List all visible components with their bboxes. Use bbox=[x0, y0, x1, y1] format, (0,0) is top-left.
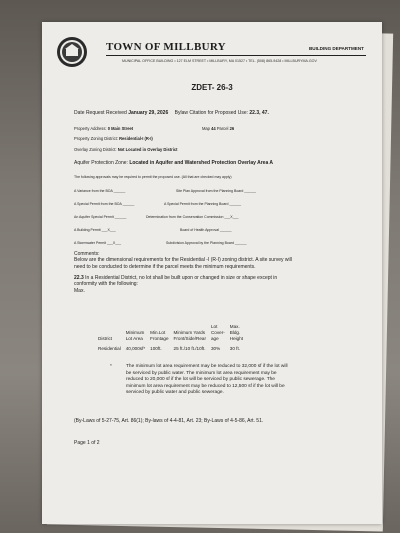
bylaw-label: Bylaw Citation for Proposed Use: bbox=[174, 110, 248, 116]
table-header-cell: Height bbox=[229, 336, 244, 342]
approval-conservation: Determination from the Conservation Commission ___X___ bbox=[146, 215, 239, 219]
overlay-label: Overlay Zoning District: bbox=[74, 147, 117, 152]
rule-text-1: In a Residential District, no lot shall be built upon or changed in size or shape except in bbox=[85, 275, 278, 281]
footnote-line: reduced to 20,000 sf if the lot will be serviced by public sewerage. The bbox=[126, 377, 275, 383]
department-name: BUILDING DEPARTMENT bbox=[308, 46, 364, 51]
table-cell: 40,000sf* bbox=[125, 345, 146, 351]
table-cell: 25 ft./10 ft./10ft. bbox=[173, 345, 206, 351]
aquifer-label: Aquifer Protection Zone: bbox=[74, 160, 128, 166]
zoning-district-line bbox=[74, 136, 153, 141]
comments-line-1: Below are the dimensional requirements for the Residential -I (R-I) zoning district. A site survey will bbox=[74, 257, 292, 264]
footnote-line: serviced by public water and public sewerage. bbox=[126, 390, 224, 396]
table-header-cell: Cover- bbox=[210, 330, 225, 336]
approvals-intro: The following approvals may be required to permit the proposed use. (All that are checked may apply) bbox=[74, 175, 232, 179]
town-name: TOWN OF MILLBURY bbox=[106, 41, 226, 53]
rule-block bbox=[74, 275, 374, 294]
property-address-line bbox=[74, 126, 133, 131]
table-header-cell: Minimum bbox=[125, 330, 145, 336]
aquifer-value: Located in Aquifer and Watershed Protection Overlay Area A bbox=[129, 160, 274, 166]
office-address: MUNICIPAL OFFICE BUILDING • 127 ELM STREET • MILLBURY, MA 01527 • TEL. (508) 865-9428 • MILLBURYMA.GOV bbox=[122, 59, 317, 63]
date-received-label: Date Request Received bbox=[74, 110, 127, 116]
table-header-cell: Lot bbox=[210, 324, 218, 329]
table-header-cell: Lot Area bbox=[125, 336, 143, 342]
property-address-label: Property Address: bbox=[74, 126, 107, 131]
overlay-district-line bbox=[74, 147, 178, 152]
comments-line-2: need to be conducted to determine if the parcel meets the minimum requirements. bbox=[74, 263, 256, 270]
rule-text-2: conformity with the following: bbox=[74, 281, 138, 288]
header-rule bbox=[106, 55, 366, 56]
request-line bbox=[74, 110, 269, 116]
table-header-cell: Minimum Yards bbox=[173, 330, 206, 336]
footnote-line: The minimum lot area requirement may be reduced to 32,000 sf if the lot will bbox=[126, 364, 288, 369]
overlay-value: Not Located in Overlay District bbox=[117, 147, 178, 152]
table-header-cell: Bldg. bbox=[229, 330, 241, 336]
document-page bbox=[42, 22, 382, 524]
document-title: ZDET- 26-3 bbox=[191, 83, 233, 92]
map-label: Map bbox=[202, 126, 210, 131]
parcel-value: 26 bbox=[229, 126, 235, 131]
table-cell: 30% bbox=[210, 345, 221, 351]
table-header-cell: Frontage bbox=[150, 336, 169, 342]
bylaw-history: (By-Laws of 5-27-75, Art. 86(1); By-laws of 4-4-81, Art. 23; By-Laws of 4-5-86, Art. 51. bbox=[74, 418, 264, 424]
approval-building-permit: A Building Permit ___X___ bbox=[74, 228, 116, 232]
rule-reference: 22.3 bbox=[74, 275, 84, 281]
approval-variance-boa: A Variance from the BOA ______ bbox=[74, 189, 126, 193]
footnote-text bbox=[126, 364, 332, 397]
comments-block bbox=[74, 251, 374, 270]
table-header-cell: Max. bbox=[229, 324, 240, 329]
table-cell: 30 ft. bbox=[229, 345, 240, 351]
page-number: Page 1 of 2 bbox=[74, 440, 100, 446]
table-header-cell: age bbox=[210, 336, 219, 342]
approval-subdivision: Subdivision Approval by the Planning Board ______ bbox=[166, 241, 247, 245]
rule-text-3: Max. bbox=[74, 287, 85, 294]
approval-special-permit-planning: A Special Permit from the Planning Board ______ bbox=[164, 202, 242, 206]
approval-aquifer-permit: An Aquifer Special Permit ______ bbox=[74, 215, 127, 219]
aquifer-line bbox=[74, 160, 273, 166]
zoning-value: Residential-I (R-I) bbox=[119, 136, 153, 141]
map-value: 44 bbox=[211, 126, 216, 131]
town-seal-icon bbox=[56, 36, 88, 68]
approval-special-permit-boa: A Special Permit from the BOA ______ bbox=[74, 202, 135, 206]
zoning-label: Property Zoning District: bbox=[74, 136, 118, 141]
table-row bbox=[98, 343, 248, 352]
table-cell: 100ft. bbox=[150, 345, 162, 351]
table-header-cell: Front/Side/Rear bbox=[173, 336, 206, 342]
comments-heading: Comments: bbox=[74, 251, 100, 257]
map-parcel-line bbox=[202, 126, 234, 131]
approval-board-of-health: Board of Health Approval ______ bbox=[180, 228, 232, 232]
date-received-value: January 29, 2026 bbox=[128, 110, 169, 116]
parcel-label: Parcel bbox=[216, 126, 229, 131]
table-cell: Residential bbox=[98, 345, 121, 351]
table-header-cell: District bbox=[98, 336, 113, 342]
dimensional-requirements-table bbox=[98, 324, 248, 352]
footnote-line: minimum lot area requirement may be reduced to 12,500 sf if the lot will be bbox=[126, 383, 285, 389]
approval-stormwater-permit: A Stormwater Permit ___X___ bbox=[74, 241, 122, 245]
footnote-marker: * bbox=[110, 364, 112, 369]
footnote-line: be serviced by public water. The minimum lot area requirement may be bbox=[126, 370, 277, 376]
property-address-value: 0 Main Street bbox=[107, 126, 134, 131]
bylaw-value: 22.3, 47. bbox=[249, 110, 269, 116]
approval-site-plan: Site Plan Approval from the Planning Board ______ bbox=[176, 189, 256, 193]
table-header-cell: Min.Lot bbox=[150, 330, 166, 336]
